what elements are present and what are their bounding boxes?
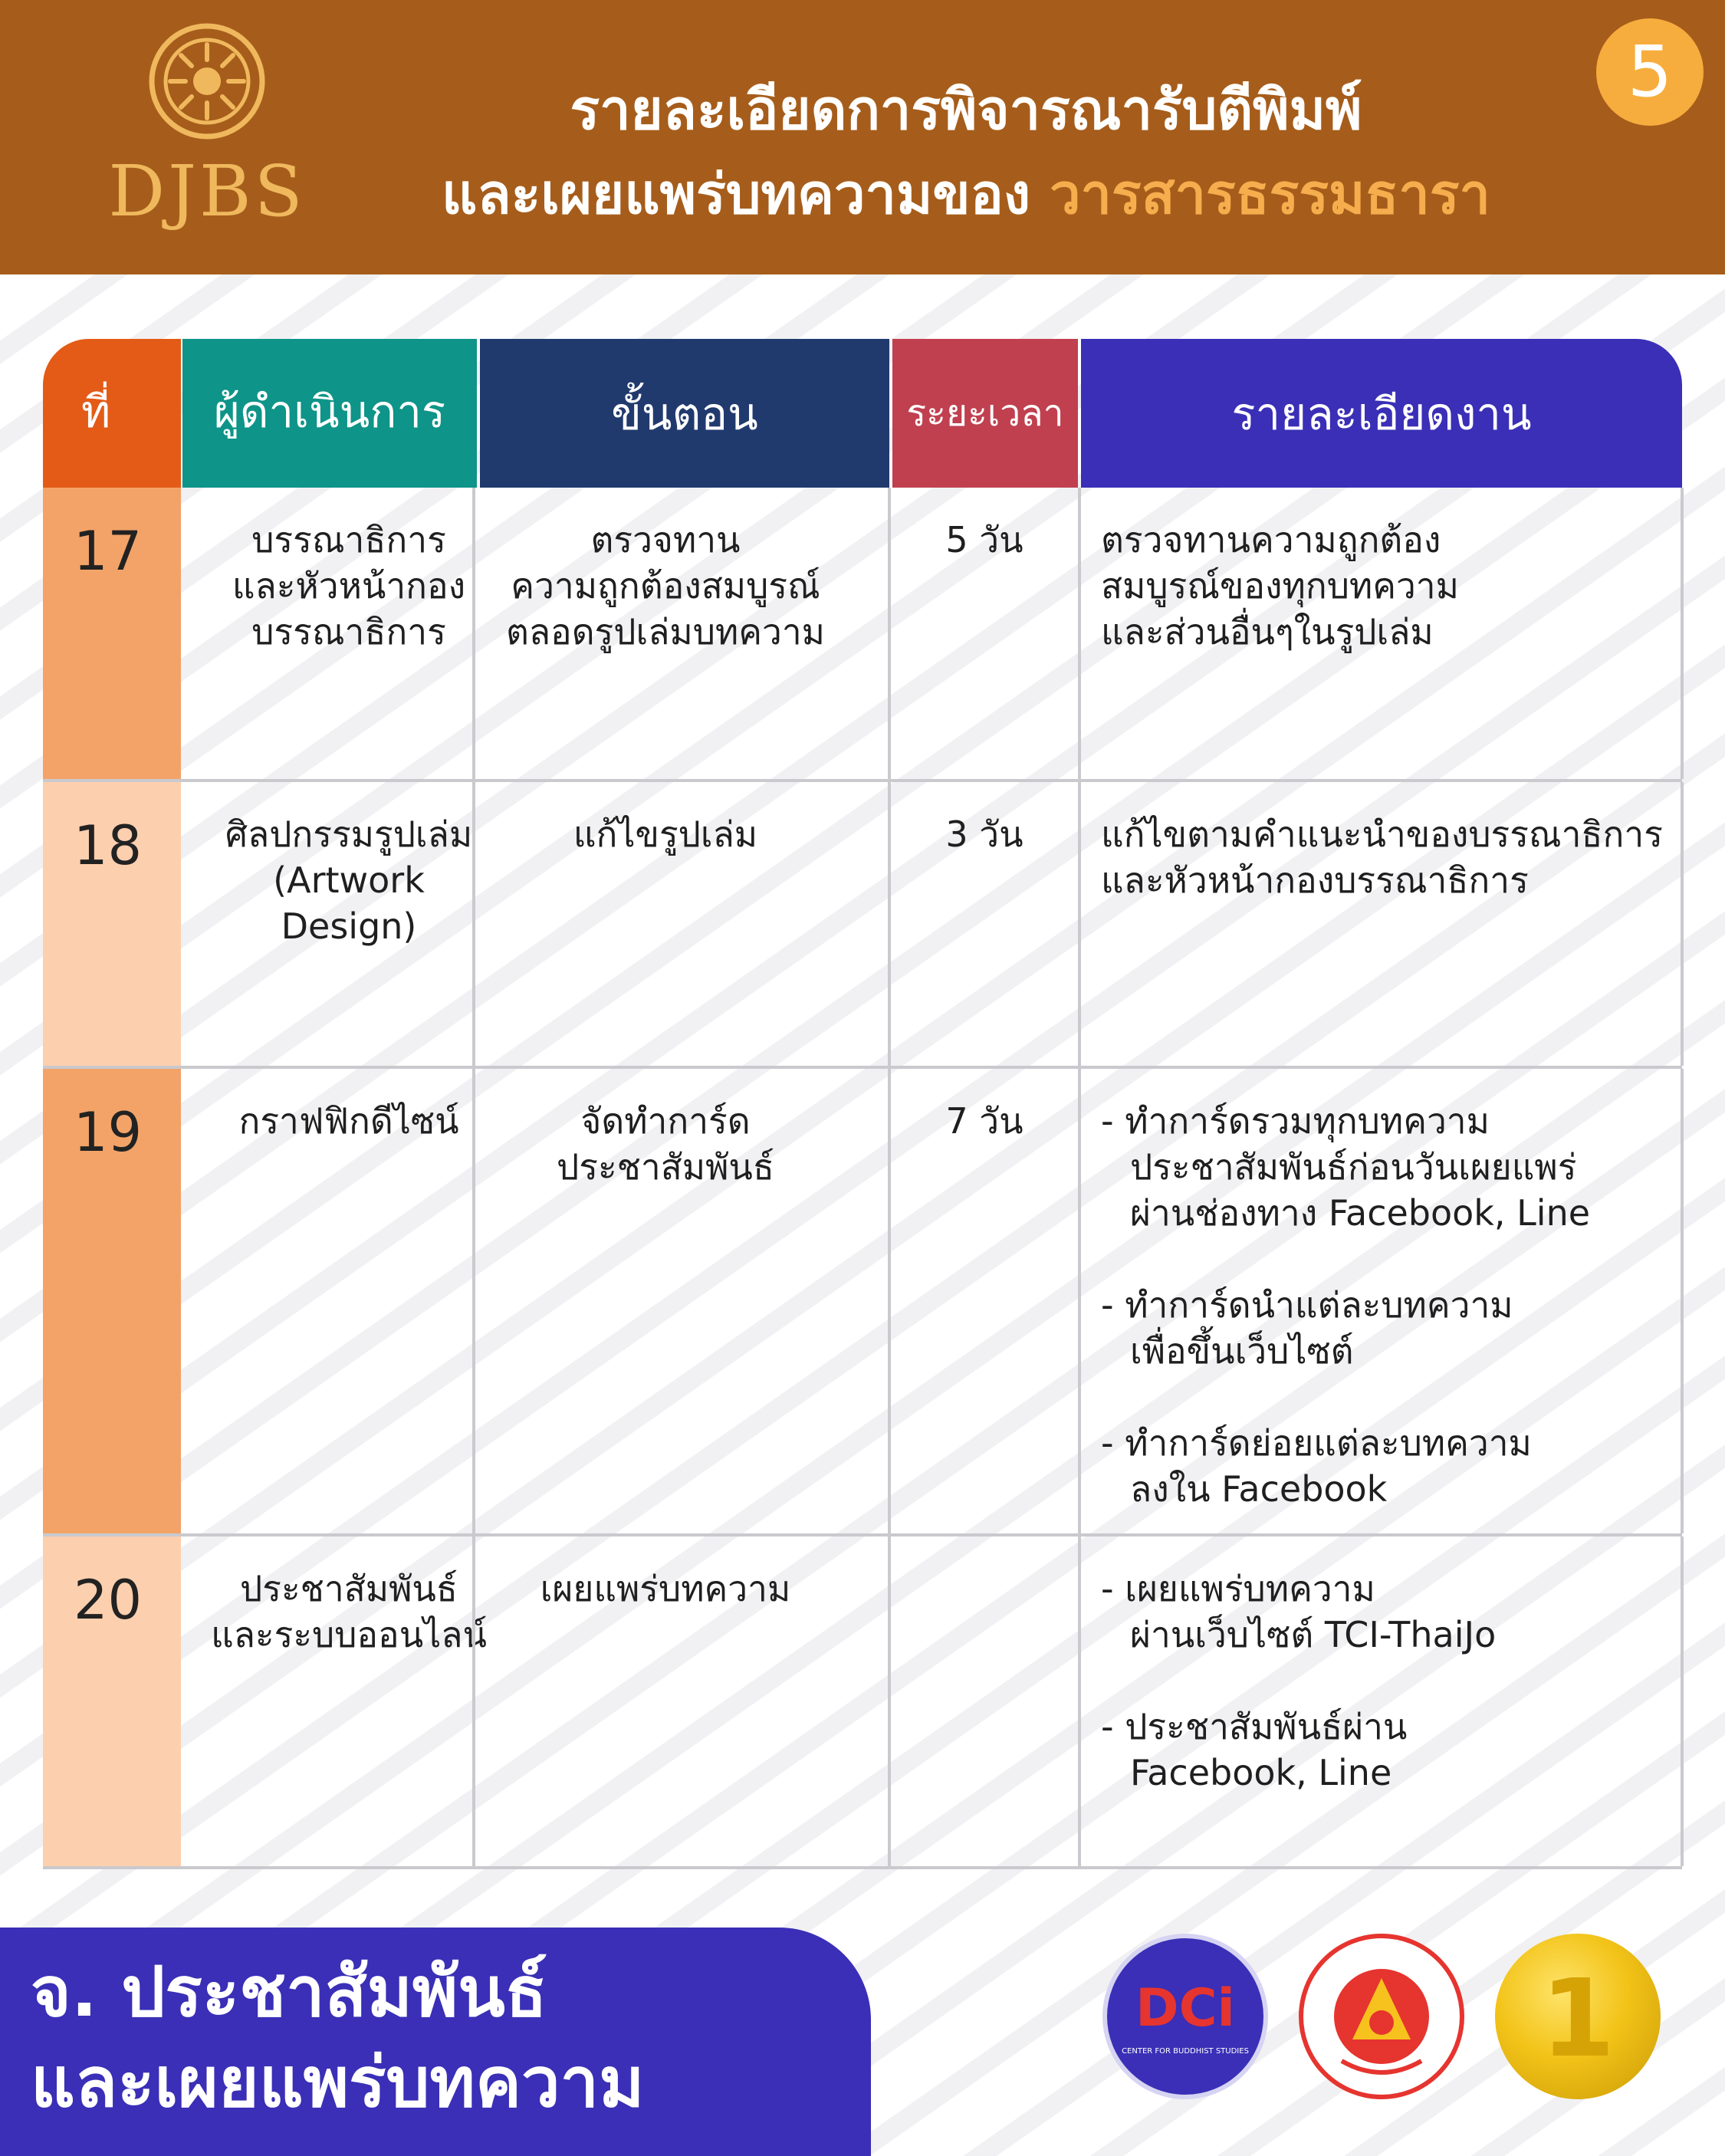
table-row [43,782,1682,1069]
title-line-2-prefix: และเผยแพร่บทความของ [442,162,1031,226]
title-line-2 [330,152,1602,236]
dci-logo [1102,1934,1268,2099]
journal-name: วารสารธรรมธารา [1050,162,1490,226]
table-row [43,1536,1682,1869]
step-cell [472,1536,856,1866]
table-row [43,1069,1682,1536]
step-cell [472,488,856,779]
journal-logo [107,21,307,232]
bullet-text: - ประชาสัมพันธ์ผ่าน [1101,1704,1673,1750]
step-text: ตลอดรูปเล่มบทความ [506,611,825,652]
operator-text: ศิลปกรรมรูปเล่ม [225,813,473,855]
bullet-text: - เผยแพร่บทความ [1101,1566,1673,1612]
operator-text: กราฟฟิกดีไซน์ [238,1100,459,1142]
header-duration: ระยะเวลา [892,339,1078,488]
section-label [31,1947,644,2128]
table-row [43,488,1682,782]
bullet-item [1101,1098,1673,1236]
tier-1-medal [1495,1934,1661,2099]
logo-text: DJBS [108,150,306,232]
detail-cell [1078,1536,1684,1866]
bullet-text: Facebook, Line [1130,1752,1392,1793]
row-number-cell [43,782,181,1066]
page-number-badge: 5 [1596,18,1704,126]
detail-text: ตรวจทานความถูกต้อง [1101,519,1441,560]
header-operator: ผู้ดำเนินการ [182,339,477,488]
step-text: ประชาสัมพันธ์ [557,1146,774,1188]
duration-cell: 7 วัน [888,1069,1078,1533]
row-number: 19 [74,1101,143,1164]
detail-text: สมบูรณ์ของทุกบทความ [1101,565,1459,606]
step-text: ความถูกต้องสมบูรณ์ [511,565,820,606]
row-number: 18 [74,814,143,877]
bullet-text: - ทำการ์ดรวมทุกบทความ [1101,1098,1673,1144]
detail-cell [1078,488,1684,779]
operator-cell [181,488,517,779]
detail-cell [1078,782,1684,1066]
operator-cell [181,1536,517,1866]
operator-text: ประชาสัมพันธ์ [240,1568,458,1609]
bullet-item [1101,1282,1673,1374]
step-text: แก้ไขรูปเล่ม [573,813,758,855]
detail-text: แก้ไขตามคำแนะนำของบรรณาธิการ [1101,813,1663,855]
bullet-text: ลงใน Facebook [1130,1468,1388,1510]
row-number-cell [43,1536,181,1866]
page-title [330,67,1602,236]
header-no: ที่ [43,339,181,488]
duration-cell: 5 วัน [888,488,1078,779]
bullet-text: ผ่านช่องทาง Facebook, Line [1130,1192,1591,1234]
step-text: ตรวจทาน [590,519,741,560]
duration-cell: 3 วัน [888,782,1078,1066]
sun-wheel-icon [147,21,267,141]
title-line-1: รายละเอียดการพิจารณารับตีพิมพ์ [570,77,1362,142]
operator-cell [181,782,517,1066]
section-label-line-1: จ. ประชาสัมพันธ์ [31,1952,547,2033]
step-text: เผยแพร่บทความ [540,1568,791,1609]
row-number: 17 [74,520,143,583]
dci-logo-subtitle: CENTER FOR BUDDHIST STUDIES [1122,2047,1249,2056]
duration-cell [888,1536,1078,1866]
step-cell [472,1069,856,1533]
row-number-cell [43,488,181,779]
bullet-text: ประชาสัมพันธ์ก่อนวันเผยแพร่ [1130,1146,1577,1188]
header-bar [0,0,1725,274]
bullet-text: เพื่อขึ้นเว็บไซต์ [1130,1330,1354,1372]
operator-text: และหัวหน้ากอง [232,565,466,606]
bullet-text: ผ่านเว็บไซต์ TCI-ThaiJo [1130,1614,1497,1655]
dci-logo-text: DCi [1135,1978,1235,2039]
detail-cell [1078,1069,1684,1533]
section-label-line-2: และเผยแพร่บทความ [31,2043,645,2123]
row-number: 20 [74,1569,143,1632]
operator-text: Design) [281,905,417,947]
detail-text: และหัวหน้ากองบรรณาธิการ [1101,859,1529,901]
step-text: จัดทำการ์ด [580,1100,751,1142]
tier-number: 1 [1540,1957,1615,2082]
bullet-text: - ทำการ์ดย่อยแต่ละบทความ [1101,1420,1673,1466]
foundation-seal [1299,1934,1464,2099]
header-step: ขั้นตอน [480,339,889,488]
detail-text: และส่วนอื่นๆในรูปเล่ม [1101,611,1434,652]
bullet-item [1101,1566,1673,1658]
row-number-cell [43,1069,181,1533]
bullet-text: - ทำการ์ดนำแต่ละบทความ [1101,1282,1673,1328]
header-detail: รายละเอียดงาน [1081,339,1682,488]
operator-cell [181,1069,517,1533]
foundation-seal-icon [1303,1938,1460,2095]
step-cell [472,782,856,1066]
bullet-item [1101,1704,1673,1796]
operator-text: และระบบออนไลน์ [211,1614,487,1655]
bullet-item [1101,1420,1673,1512]
operator-text: บรรณาธิการ [251,611,446,652]
operator-text: (Artwork [273,859,425,901]
operator-text: บรรณาธิการ [251,519,446,560]
